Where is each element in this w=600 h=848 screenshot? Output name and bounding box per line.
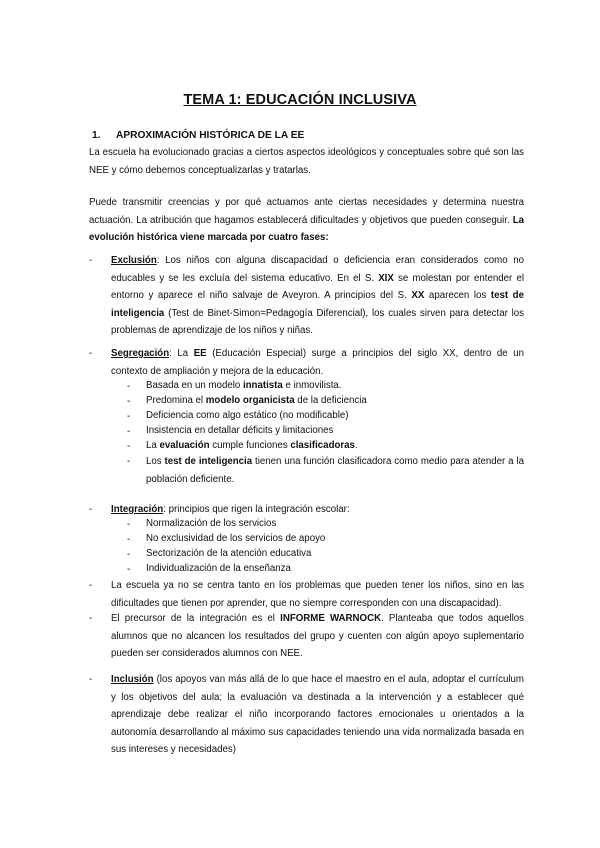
- bullet-dash: -: [89, 504, 93, 515]
- list-item-exclusion: [89, 252, 524, 340]
- text-run: La: [146, 440, 160, 451]
- bullet-dash: -: [127, 519, 131, 530]
- bold-run: XIX: [378, 272, 394, 284]
- text-run: .: [354, 440, 358, 451]
- sub-item: [127, 438, 524, 454]
- bullet-dash: -: [89, 348, 93, 359]
- sub-item-text: Normalización de los servicios: [146, 518, 277, 529]
- bold-run: EE: [193, 348, 207, 359]
- sub-item-text: [146, 393, 524, 409]
- bold-run: test de inteligencia: [164, 456, 253, 467]
- text-run: El precursor de la integración es el: [111, 613, 281, 624]
- list-item-precursor: [89, 610, 524, 663]
- text-run: : principios que rigen la integración escolar:: [163, 504, 350, 515]
- bullet-dash: -: [89, 255, 93, 266]
- exclusion-label: Exclusión: [111, 255, 157, 266]
- bullet-dash: -: [89, 580, 93, 591]
- text-run: se molestan por entender el entorno y aparece el niño salvaje de Aveyron. A principios del S.: [111, 272, 524, 302]
- exclusion-text: [111, 252, 524, 340]
- bullet-dash: -: [127, 381, 131, 392]
- sub-item: [127, 378, 524, 394]
- section-number: 1.: [92, 130, 101, 141]
- sub-item-text: [146, 438, 524, 454]
- sub-item: [127, 393, 524, 409]
- sub-item-text: Sectorización de la atención educativa: [146, 548, 312, 559]
- text-run: aparecen los: [424, 290, 491, 302]
- bullet-dash: -: [127, 411, 131, 422]
- text-run: : La: [169, 348, 194, 359]
- bullet-dash: -: [127, 549, 131, 560]
- sub-item: [127, 423, 524, 439]
- text-run: Basada en un modelo: [146, 380, 243, 391]
- text-run: (los apoyos van más allá de lo que hace el maestro en el aula, adoptar el currículum y los objetivos del aula; la evaluación va destinada a la intervención y a establecer qué aprendizaje debe realizar el niño incorporando factores emocionales u orientados a la autonomía desarrollando al máximo sus capacidades teniendo una vida normalizada basada en sus intereses y necesidades): [111, 674, 524, 756]
- bullet-dash: -: [127, 441, 131, 452]
- sub-item: [127, 516, 524, 532]
- sub-item: [127, 546, 524, 562]
- text-run: Los: [146, 456, 165, 467]
- bullet-dash: -: [127, 426, 131, 437]
- bold-run: INFORME WARNOCK: [280, 613, 382, 624]
- sub-item: [127, 408, 524, 424]
- list-item-segregacion: [89, 345, 524, 380]
- text-run: tienen una función clasificadora como medio para atender a la población deficiente.: [146, 456, 524, 485]
- sub-item: [127, 453, 524, 488]
- bullet-dash: -: [127, 396, 131, 407]
- bold-run: modelo organicista: [205, 395, 295, 406]
- intro-paragraph-2-text: Puede transmitir creencias y por qué actuamos ante ciertas necesidades y determina nuestra actuación. La atribución que hagamos establecerá dificultades y objetivos que pueden conseguir.: [89, 197, 524, 226]
- sub-item-text: No exclusividad de los servicios de apoyo: [146, 533, 326, 544]
- text-run: (Educación Especial) surge a principios del siglo XX, dentro de un contexto de ampliación y mejora de la educación.: [111, 348, 524, 377]
- document-title: TEMA 1: EDUCACIÓN INCLUSIVA: [183, 92, 417, 108]
- intro-paragraph-2-bold: La evolución histórica viene marcada por cuatro fases:: [89, 214, 524, 244]
- list-item-inclusion: [89, 671, 524, 759]
- text-run: (Test de Binet-Simon=Pedagogía Diferencial), los cuales sirven para detectar los problemas de aprendizaje de los niños y niñas.: [111, 307, 524, 337]
- bold-run: test de inteligencia: [111, 290, 524, 319]
- text-run: Deficiencia como algo estático (no modificable): [146, 410, 349, 421]
- precursor-text: [111, 610, 524, 663]
- text-run: : Los niños con alguna discapacidad o deficiencia eran considerados como no educables y se les excluía del sistema educativo. En el S.: [111, 255, 524, 284]
- text-run: Insistencia en detallar déficits y limitaciones: [146, 425, 334, 436]
- text-run: Predomina el: [146, 395, 206, 406]
- sub-item-text: Individualización de la enseñanza: [146, 563, 291, 574]
- text-run: e inmovilista.: [282, 380, 342, 391]
- list-item-escuela: [89, 577, 524, 612]
- inclusion-text: [111, 671, 524, 759]
- sub-item: [127, 561, 524, 577]
- segregacion-text: [111, 345, 524, 380]
- sub-item: [127, 531, 524, 547]
- text-run: de la deficiencia: [294, 395, 367, 406]
- text-run: cumple funciones: [209, 440, 291, 451]
- intro-paragraph-1: La escuela ha evolucionado gracias a ciertos aspectos ideológicos y conceptuales sobre qué son las NEE y cómo debemos conceptualizarlas y tratarlas.: [89, 147, 524, 176]
- bullet-dash: -: [127, 564, 131, 575]
- sub-item-text: [146, 423, 524, 439]
- bold-run: XX: [411, 290, 425, 302]
- escuela-text: La escuela ya no se centra tanto en los problemas que pueden tener los niños, sino en las dificultades que tienen por aprender, que no siempre corresponden con una discapacidad).: [111, 580, 524, 609]
- sub-item-text: [146, 378, 524, 394]
- bold-run: evaluación: [159, 440, 210, 451]
- integracion-label: Integración: [111, 504, 164, 515]
- intro-paragraph-2: [89, 194, 524, 247]
- inclusion-label: Inclusión: [111, 674, 154, 685]
- section-heading-text: APROXIMACIÓN HISTÓRICA DE LA EE: [116, 130, 305, 141]
- bullet-dash: -: [89, 613, 93, 624]
- section-heading: [92, 130, 305, 141]
- bullet-dash: -: [89, 674, 93, 685]
- bold-run: innatista: [242, 380, 283, 391]
- sub-item-text: [146, 408, 524, 424]
- bold-run: clasificadoras: [290, 440, 355, 451]
- text-run: . Planteaba que todos aquellos alumnos que no alcancen los resultados del grupo y cuenten con algún apoyo suplementario pueden ser considerados alumnos con NEE.: [111, 613, 524, 660]
- segregacion-label: Segregación: [111, 348, 170, 359]
- sub-item-text: [146, 453, 524, 488]
- bullet-dash: -: [127, 534, 131, 545]
- bullet-dash: -: [127, 456, 131, 467]
